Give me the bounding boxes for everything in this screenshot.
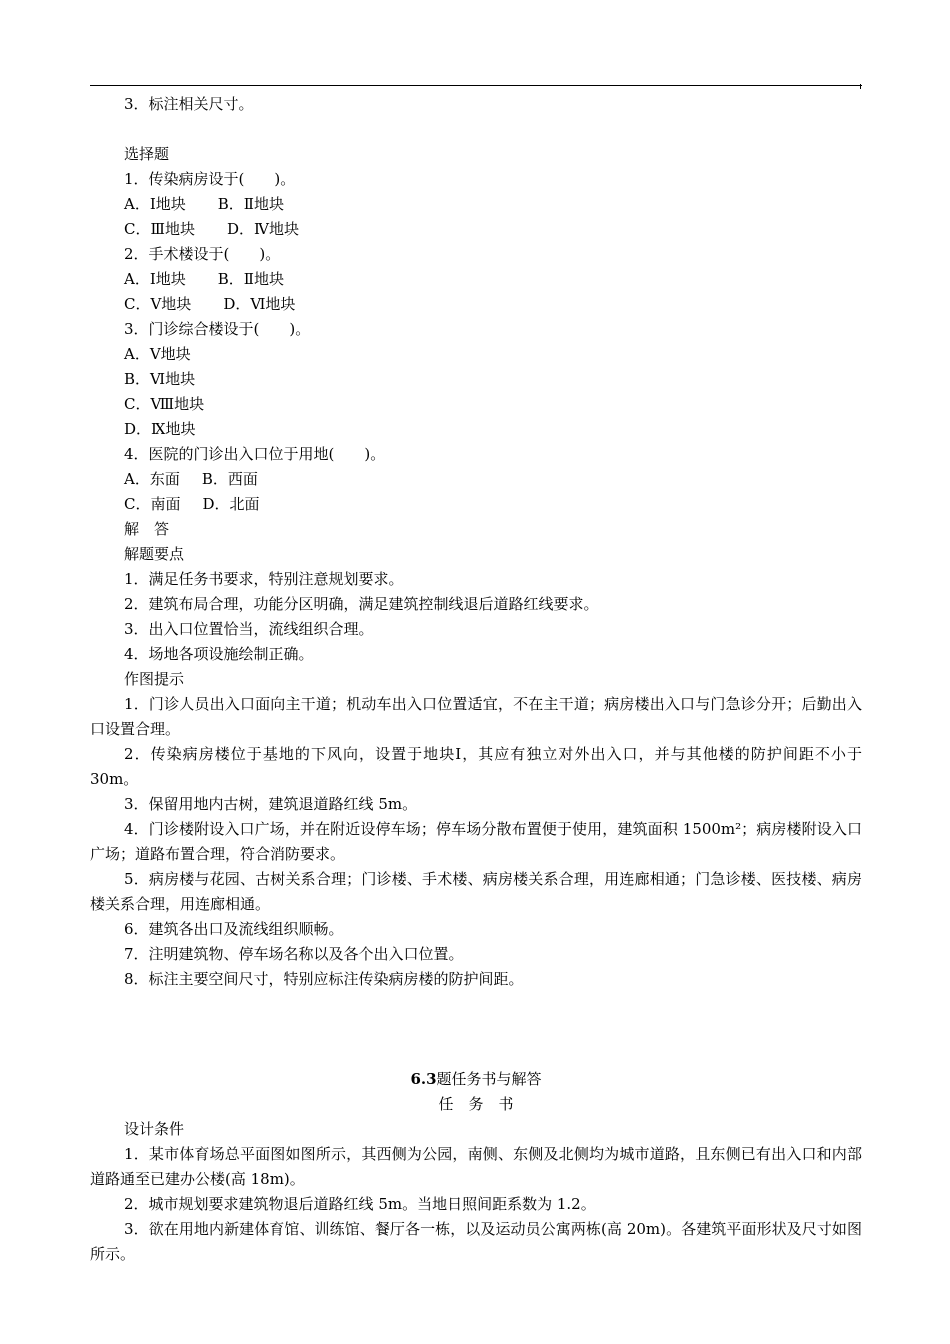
q3-option-b: B．Ⅵ地块 bbox=[124, 370, 196, 388]
header-rule-tick bbox=[860, 84, 861, 89]
q2-option-d: D．Ⅵ地块 bbox=[223, 295, 296, 313]
question-2: 2．手术楼设于( )。 bbox=[124, 245, 281, 263]
point-3: 3．出入口位置恰当，流线组织合理。 bbox=[124, 620, 374, 638]
q1-options-row-2 bbox=[90, 217, 862, 242]
q2-options-row-2 bbox=[90, 292, 862, 317]
tip-6: 6．建筑各出口及流线组织顺畅。 bbox=[124, 920, 344, 938]
q1-option-c: C．Ⅲ地块 bbox=[124, 220, 195, 238]
point-2: 2．建筑布局合理，功能分区明确，满足建筑控制线退后道路红线要求。 bbox=[124, 595, 599, 613]
tip-2: 2．传染病房楼位于基地的下风向，设置于地块Ⅰ，其应有独立对外出入口，并与其他楼的防护间距不小于 30m。 bbox=[90, 745, 862, 788]
q2-option-c: C．Ⅴ地块 bbox=[124, 295, 192, 313]
document-page bbox=[90, 92, 862, 1267]
choice-heading: 选择题 bbox=[124, 145, 170, 163]
tip-3: 3．保留用地内古树，建筑退道路红线 5m。 bbox=[124, 795, 418, 813]
q2-options-row-1 bbox=[90, 267, 862, 292]
q4-options-row-2 bbox=[90, 492, 862, 517]
q2-option-a: A．Ⅰ地块 bbox=[124, 270, 186, 288]
q1-option-b: B．Ⅱ地块 bbox=[217, 195, 284, 213]
tip-4: 4．门诊楼附设入口广场，并在附近设停车场；停车场分散布置便于使用，建筑面积 1500m²；病房楼附设入口广场；道路布置合理，符合消防要求。 bbox=[90, 820, 862, 863]
condition-3: 3．欲在用地内新建体育馆、训练馆、餐厅各一栋，以及运动员公寓两栋(高 20m)。各建筑平面形状及尺寸如图所示。 bbox=[90, 1220, 862, 1263]
tip-1: 1．门诊人员出入口面向主干道；机动车出入口位置适宜，不在主干道；病房楼出入口与门急诊分开；后勤出入口设置合理。 bbox=[90, 695, 862, 738]
q1-option-a: A．Ⅰ地块 bbox=[124, 195, 186, 213]
section-title-number: 6.3 bbox=[410, 1070, 437, 1088]
q2-option-b: B．Ⅱ地块 bbox=[217, 270, 284, 288]
q4-option-b: B．西面 bbox=[201, 470, 258, 488]
point-1: 1．满足任务书要求，特别注意规划要求。 bbox=[124, 570, 404, 588]
question-3: 3．门诊综合楼设于( )。 bbox=[124, 320, 311, 338]
q4-option-a: A．东面 bbox=[124, 470, 180, 488]
section-subtitle: 任 务 书 bbox=[438, 1095, 514, 1113]
section-title bbox=[90, 1067, 862, 1092]
q1-option-d: D．Ⅳ地块 bbox=[226, 220, 299, 238]
q1-options-row-1 bbox=[90, 192, 862, 217]
intro-item-3: 3．标注相关尺寸。 bbox=[124, 95, 254, 113]
section-title-text: 题任务书与解答 bbox=[436, 1070, 542, 1088]
condition-2: 2．城市规划要求建筑物退后道路红线 5m。当地日照间距系数为 1.2。 bbox=[124, 1195, 596, 1213]
question-1: 1．传染病房设于( )。 bbox=[124, 170, 296, 188]
q4-options-row-1 bbox=[90, 467, 862, 492]
tip-7: 7．注明建筑物、停车场名称以及各个出入口位置。 bbox=[124, 945, 464, 963]
answer-heading: 解 答 bbox=[124, 520, 170, 538]
tips-heading: 作图提示 bbox=[124, 670, 185, 688]
tip-5: 5．病房楼与花园、古树关系合理；门诊楼、手术楼、病房楼关系合理，用连廊相通；门急诊楼、医技楼、病房楼关系合理，用连廊相通。 bbox=[90, 870, 862, 913]
q3-option-a: A．Ⅴ地块 bbox=[124, 345, 191, 363]
points-heading: 解题要点 bbox=[124, 545, 185, 563]
question-4: 4．医院的门诊出入口位于用地( )。 bbox=[124, 445, 386, 463]
point-4: 4．场地各项设施绘制正确。 bbox=[124, 645, 314, 663]
q4-option-c: C．南面 bbox=[124, 495, 181, 513]
condition-1: 1．某市体育场总平面图如图所示，其西侧为公园，南侧、东侧及北侧均为城市道路，且东侧已有出入口和内部道路通至已建办公楼(高 18m)。 bbox=[90, 1145, 862, 1188]
conditions-heading: 设计条件 bbox=[124, 1120, 185, 1138]
header-rule bbox=[90, 85, 862, 86]
q4-option-d: D．北面 bbox=[202, 495, 260, 513]
tip-8: 8．标注主要空间尺寸，特别应标注传染病房楼的防护间距。 bbox=[124, 970, 524, 988]
q3-option-d: D．Ⅸ地块 bbox=[124, 420, 196, 438]
q3-option-c: C．Ⅷ地块 bbox=[124, 395, 205, 413]
